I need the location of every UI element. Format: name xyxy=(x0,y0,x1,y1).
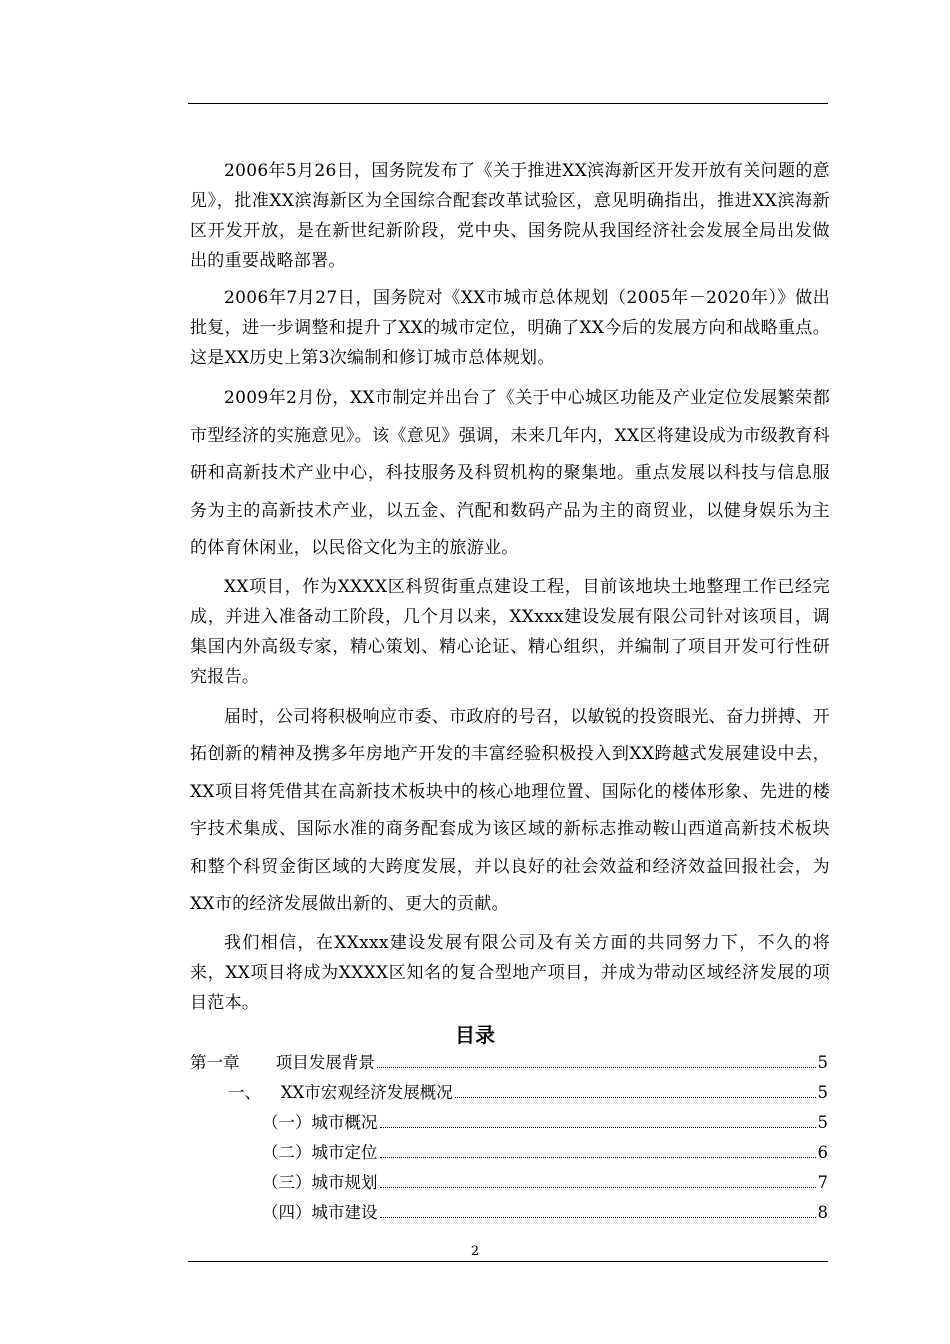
toc-entry-label: 城市概况 xyxy=(311,1113,378,1132)
toc-entry-label: 城市建设 xyxy=(311,1203,378,1222)
toc-entry-page: 5 xyxy=(817,1053,828,1072)
toc-leader-dots xyxy=(380,1216,816,1218)
toc-entry-label: XX市宏观经济发展概况 xyxy=(280,1083,453,1102)
toc-title: 目录 xyxy=(455,1023,495,1047)
paragraph: 2009年2月份，XX市制定并出台了《关于中心城区功能及产业定位发展繁荣都市型经济的实施意见》。该《意见》强调，未来几年内，XX区将建设成为市级教育科研和高新技术产业中心，科技服务及科贸机构的聚集地。重点发展以科技与信息服务为主的高新技术产业，以五金、汽配和数码产品为主的商贸业，以健身娱乐为主的体育休闲业，以民俗文化为主的旅游业。 xyxy=(190,388,830,558)
toc-entry-label: 城市定位 xyxy=(311,1143,378,1162)
toc-entry-page: 6 xyxy=(817,1143,828,1162)
toc-entry[interactable] xyxy=(190,1048,828,1078)
toc-entry-number: 第一章 xyxy=(190,1053,240,1072)
toc-entry[interactable] xyxy=(190,1168,828,1198)
body-text xyxy=(190,156,830,1025)
paragraph: 2006年7月27日，国务院对《XX市城市总体规划（2005年－2020年）》做出批复，进一步调整和提升了XX的城市定位，明确了XX今后的发展方向和战略重点。这是XX历史上第3次编制和修订城市总体规划。 xyxy=(190,288,830,368)
paragraph: XX项目，作为XXXX区科贸街重点建设工程，目前该地块土地整理工作已经完成，并进入准备动工阶段，几个月以来，XXxxx建设发展有限公司针对该项目，调集国内外高级专家，精心策划、精心论证、精心组织，并编制了项目开发可行性研究报告。 xyxy=(190,576,830,687)
toc-entry-number: （一） xyxy=(262,1113,312,1132)
toc-entry-label: 项目发展背景 xyxy=(275,1053,375,1072)
toc-entry-number: （三） xyxy=(262,1173,312,1192)
page-number: 2 xyxy=(470,1244,480,1259)
toc-leader-dots xyxy=(380,1156,816,1158)
paragraph: 2006年5月26日，国务院发布了《关于推进XX滨海新区开发开放有关问题的意见》，批准XX滨海新区为全国综合配套改革试验区，意见明确指出，推进XX滨海新区开发开放，是在新世纪新阶段，党中央、国务院从我国经济社会发展全局出发做出的重要战略部署。 xyxy=(190,161,830,271)
table-of-contents xyxy=(190,1048,828,1228)
toc-entry-number: （四） xyxy=(262,1203,312,1222)
toc-entry-page: 7 xyxy=(817,1173,828,1192)
toc-entry-page: 5 xyxy=(817,1083,828,1102)
toc-entry-page: 5 xyxy=(817,1113,828,1132)
toc-entry-page: 8 xyxy=(817,1203,828,1222)
toc-leader-dots xyxy=(380,1126,816,1128)
toc-entry[interactable] xyxy=(190,1138,828,1168)
paragraph: 我们相信，在XXxxx建设发展有限公司及有关方面的共同努力下，不久的将来，XX项目将成为XXXX区知名的复合型地产项目，并成为带动区域经济发展的项目范本。 xyxy=(190,932,830,1013)
paragraph: 届时，公司将积极响应市委、市政府的号召，以敏锐的投资眼光、奋力拼搏、开拓创新的精神及携多年房地产开发的丰富经验积极投入到XX跨越式发展建设中去，XX项目将凭借其在高新技术板块中的核心地理位置、国际化的楼体形象、先进的楼宇技术集成、国际水准的商务配套成为该区域的新标志推动鞍山西道高新技术板块和整个科贸金街区域的大跨度发展，并以良好的社会效益和经济效益回报社会，为XX市的经济发展做出新的、更大的贡献。 xyxy=(190,706,830,914)
toc-entry-number: （二） xyxy=(262,1143,312,1162)
toc-entry[interactable] xyxy=(190,1078,828,1108)
toc-entry-number: 一、 xyxy=(228,1083,261,1102)
toc-leader-dots xyxy=(377,1066,816,1068)
toc-leader-dots xyxy=(455,1096,816,1098)
toc-leader-dots xyxy=(380,1186,816,1188)
toc-entry-label: 城市规划 xyxy=(311,1173,378,1192)
toc-entry[interactable] xyxy=(190,1108,828,1138)
footer-rule xyxy=(188,1261,828,1262)
header-rule xyxy=(188,103,828,104)
toc-entry[interactable] xyxy=(190,1198,828,1228)
